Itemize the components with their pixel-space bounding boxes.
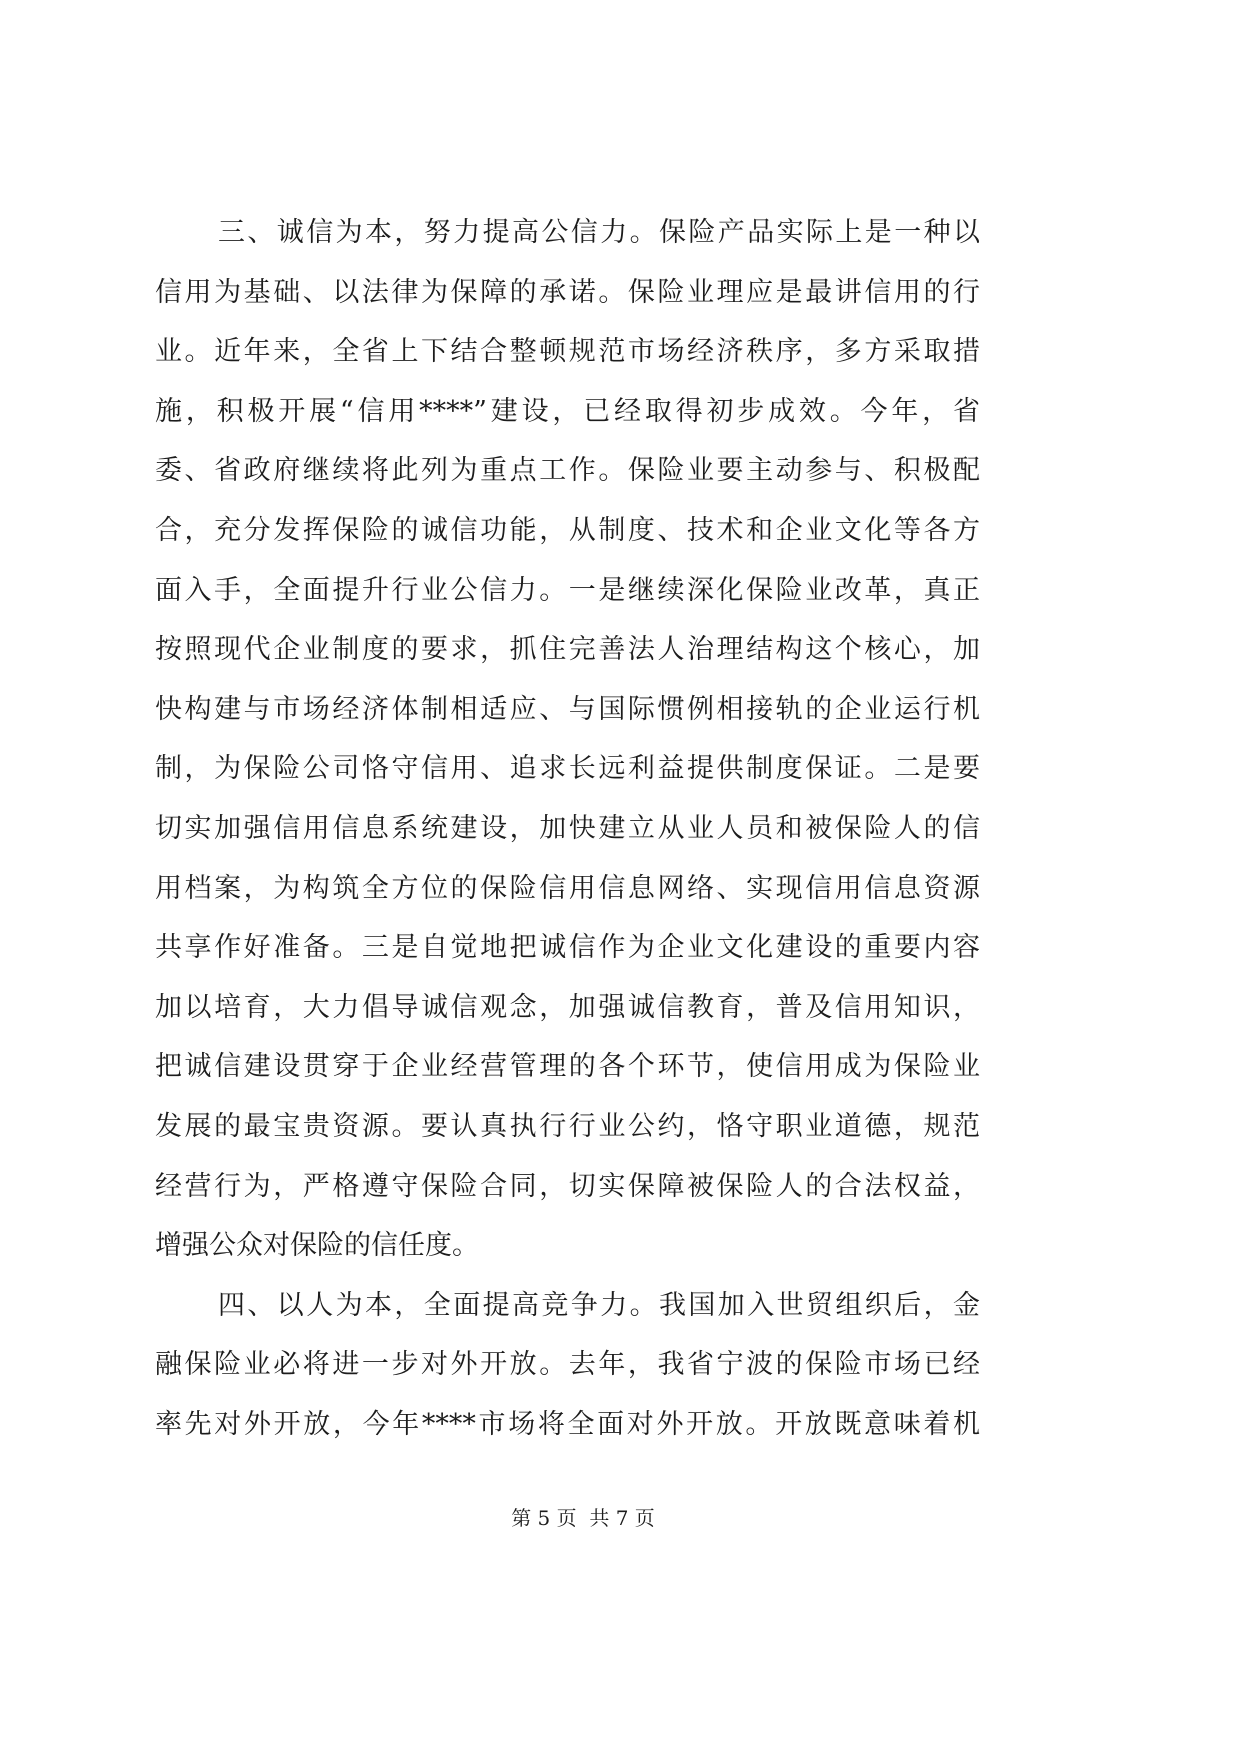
text-line: 快构建与市场经济体制相适应、与国际惯例相接轨的企业运行机 <box>155 693 980 725</box>
text-line: 用档案，为构筑全方位的保险信用信息网络、实现信用信息资源 <box>155 872 980 904</box>
text-line: 三、诚信为本，努力提高公信力。保险产品实际上是一种以 <box>218 217 980 248</box>
text-line: 按照现代企业制度的要求，抓住完善法人治理结构这个核心，加 <box>155 634 980 666</box>
text-line: 经营行为，严格遵守保险合同，切实保障被保险人的合法权益， <box>155 1170 980 1202</box>
text-line: 合，充分发挥保险的诚信功能，从制度、技术和企业文化等各方 <box>155 514 980 546</box>
paragraph-integrity <box>155 203 980 1276</box>
text-line: 把诚信建设贯穿于企业经营管理的各个环节，使信用成为保险业 <box>155 1051 980 1083</box>
text-line: 施，积极开展“信用****”建设，已经取得初步成效。今年，省 <box>155 395 980 427</box>
text-line: 加以培育，大力倡导诚信观念，加强诚信教育，普及信用知识， <box>155 991 980 1023</box>
text-line: 共享作好准备。三是自觉地把诚信作为企业文化建设的重要内容 <box>155 932 980 964</box>
text-line: 四、以人为本，全面提高竞争力。我国加入世贸组织后，金 <box>218 1289 980 1321</box>
page-number-footer: 第 5 页 共 7 页 <box>511 1506 655 1530</box>
text-line: 发展的最宝贵资源。要认真执行行业公约，恪守职业道德，规范 <box>155 1110 980 1142</box>
text-line: 率先对外开放，今年****市场将全面对外开放。开放既意味着机 <box>155 1408 980 1440</box>
text-line: 增强公众对保险的信任度。 <box>155 1230 479 1262</box>
text-line: 融保险业必将进一步对外开放。去年，我省宁波的保险市场已经 <box>155 1349 980 1381</box>
text-line: 制，为保险公司恪守信用、追求长远利益提供制度保证。二是要 <box>155 753 980 785</box>
text-line: 业。近年来，全省上下结合整顿规范市场经济秩序，多方采取措 <box>155 336 980 368</box>
body-text <box>155 203 980 1454</box>
text-line: 面入手，全面提升行业公信力。一是继续深化保险业改革，真正 <box>155 574 980 606</box>
text-line: 切实加强信用信息系统建设，加快建立从业人员和被保险人的信 <box>155 812 980 844</box>
text-line: 信用为基础、以法律为保障的承诺。保险业理应是最讲信用的行 <box>155 276 980 308</box>
paragraph-competitiveness <box>155 1276 980 1455</box>
text-line: 委、省政府继续将此列为重点工作。保险业要主动参与、积极配 <box>155 455 980 487</box>
